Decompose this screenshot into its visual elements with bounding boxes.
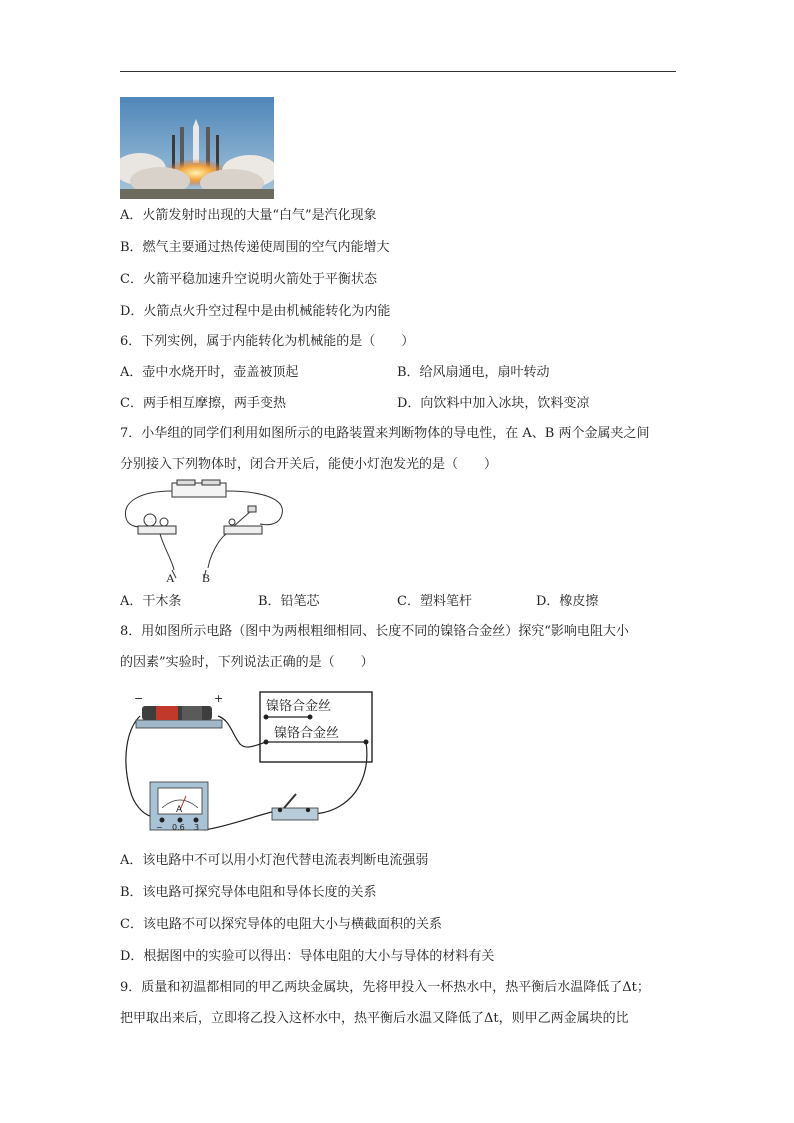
q7-label-b: B xyxy=(202,571,211,585)
q7-option-c: C．塑料笔杆 xyxy=(397,594,472,609)
q7-option-b: B．铅笔芯 xyxy=(258,594,320,609)
battery-plus-label: + xyxy=(214,692,224,705)
q8-circuit-figure xyxy=(120,690,380,838)
q8-option-b: B．该电路可探究导体电阻和导体长度的关系 xyxy=(120,885,377,900)
q7-stem-line-1: 7．小华组的同学们利用如图所示的电路装置来判断物体的导电性，在 A、B 两个金属夹之间 xyxy=(120,426,650,441)
ammeter-terminal-06: 0.6 xyxy=(172,823,185,832)
q8-stem-line-2: 的因素”实验时，下列说法正确的是（ ） xyxy=(120,655,374,670)
q8-option-c: C．该电路不可以探究导体的电阻大小与横截面积的关系 xyxy=(120,917,442,932)
q6-stem: 6．下列实例，属于内能转化为机械能的是（ ） xyxy=(120,334,415,349)
q8-option-d: D．根据图中的实验可以得出：导体电阻的大小与导体的材料有关 xyxy=(120,949,495,964)
ammeter-terminal-3: 3 xyxy=(194,823,200,832)
q8-option-a: A．该电路中不可以用小灯泡代替电流表判断电流强弱 xyxy=(120,853,429,868)
q9-line-2: 把甲取出来后，立即将乙投入这杯水中，热平衡后水温又降低了Δt，则甲乙两金属块的比 xyxy=(120,1011,629,1026)
q8-wire-label-1: 镍铬合金丝 xyxy=(266,699,332,714)
q6-option-a: A．壶中水烧开时，壶盖被顶起 xyxy=(120,365,299,380)
q8-stem-line-1: 8．用如图所示电路（图中为两根粗细相同、长度不同的镍铬合金丝）探究“影响电阻大小 xyxy=(120,624,629,639)
q5-option-b: B．燃气主要通过热传递使周围的空气内能增大 xyxy=(120,240,390,255)
q8-wire-label-2: 镍铬合金丝 xyxy=(274,726,340,741)
q6-option-d: D．向饮料中加入冰块，饮料变凉 xyxy=(397,396,590,411)
q7-circuit-figure xyxy=(120,478,290,586)
ammeter-terminal-minus: − xyxy=(156,823,163,832)
q7-option-a: A．干木条 xyxy=(120,594,182,609)
q9-line-1: 9．质量和初温都相同的甲乙两块金属块，先将甲投入一杯热水中，热平衡后水温降低了Δt； xyxy=(120,980,650,995)
rocket-launch-photo xyxy=(120,97,274,199)
q5-option-d: D．火箭点火升空过程中是由机械能转化为内能 xyxy=(120,304,391,319)
q6-option-b: B．给风扇通电，扇叶转动 xyxy=(397,365,550,380)
q6-option-c: C．两手相互摩擦，两手变热 xyxy=(120,396,286,411)
header-rule xyxy=(120,71,676,72)
q5-option-a: A．火箭发射时出现的大量“白气”是汽化现象 xyxy=(120,208,377,223)
ammeter-letter: A xyxy=(176,805,183,815)
q7-stem-line-2: 分别接入下列物体时，闭合开关后，能使小灯泡发光的是（ ） xyxy=(120,457,498,472)
q7-label-a: A xyxy=(166,571,175,585)
battery-minus-label: − xyxy=(134,692,144,705)
q7-option-d: D．橡皮擦 xyxy=(536,594,599,609)
q5-option-c: C．火箭平稳加速升空说明火箭处于平衡状态 xyxy=(120,272,377,287)
